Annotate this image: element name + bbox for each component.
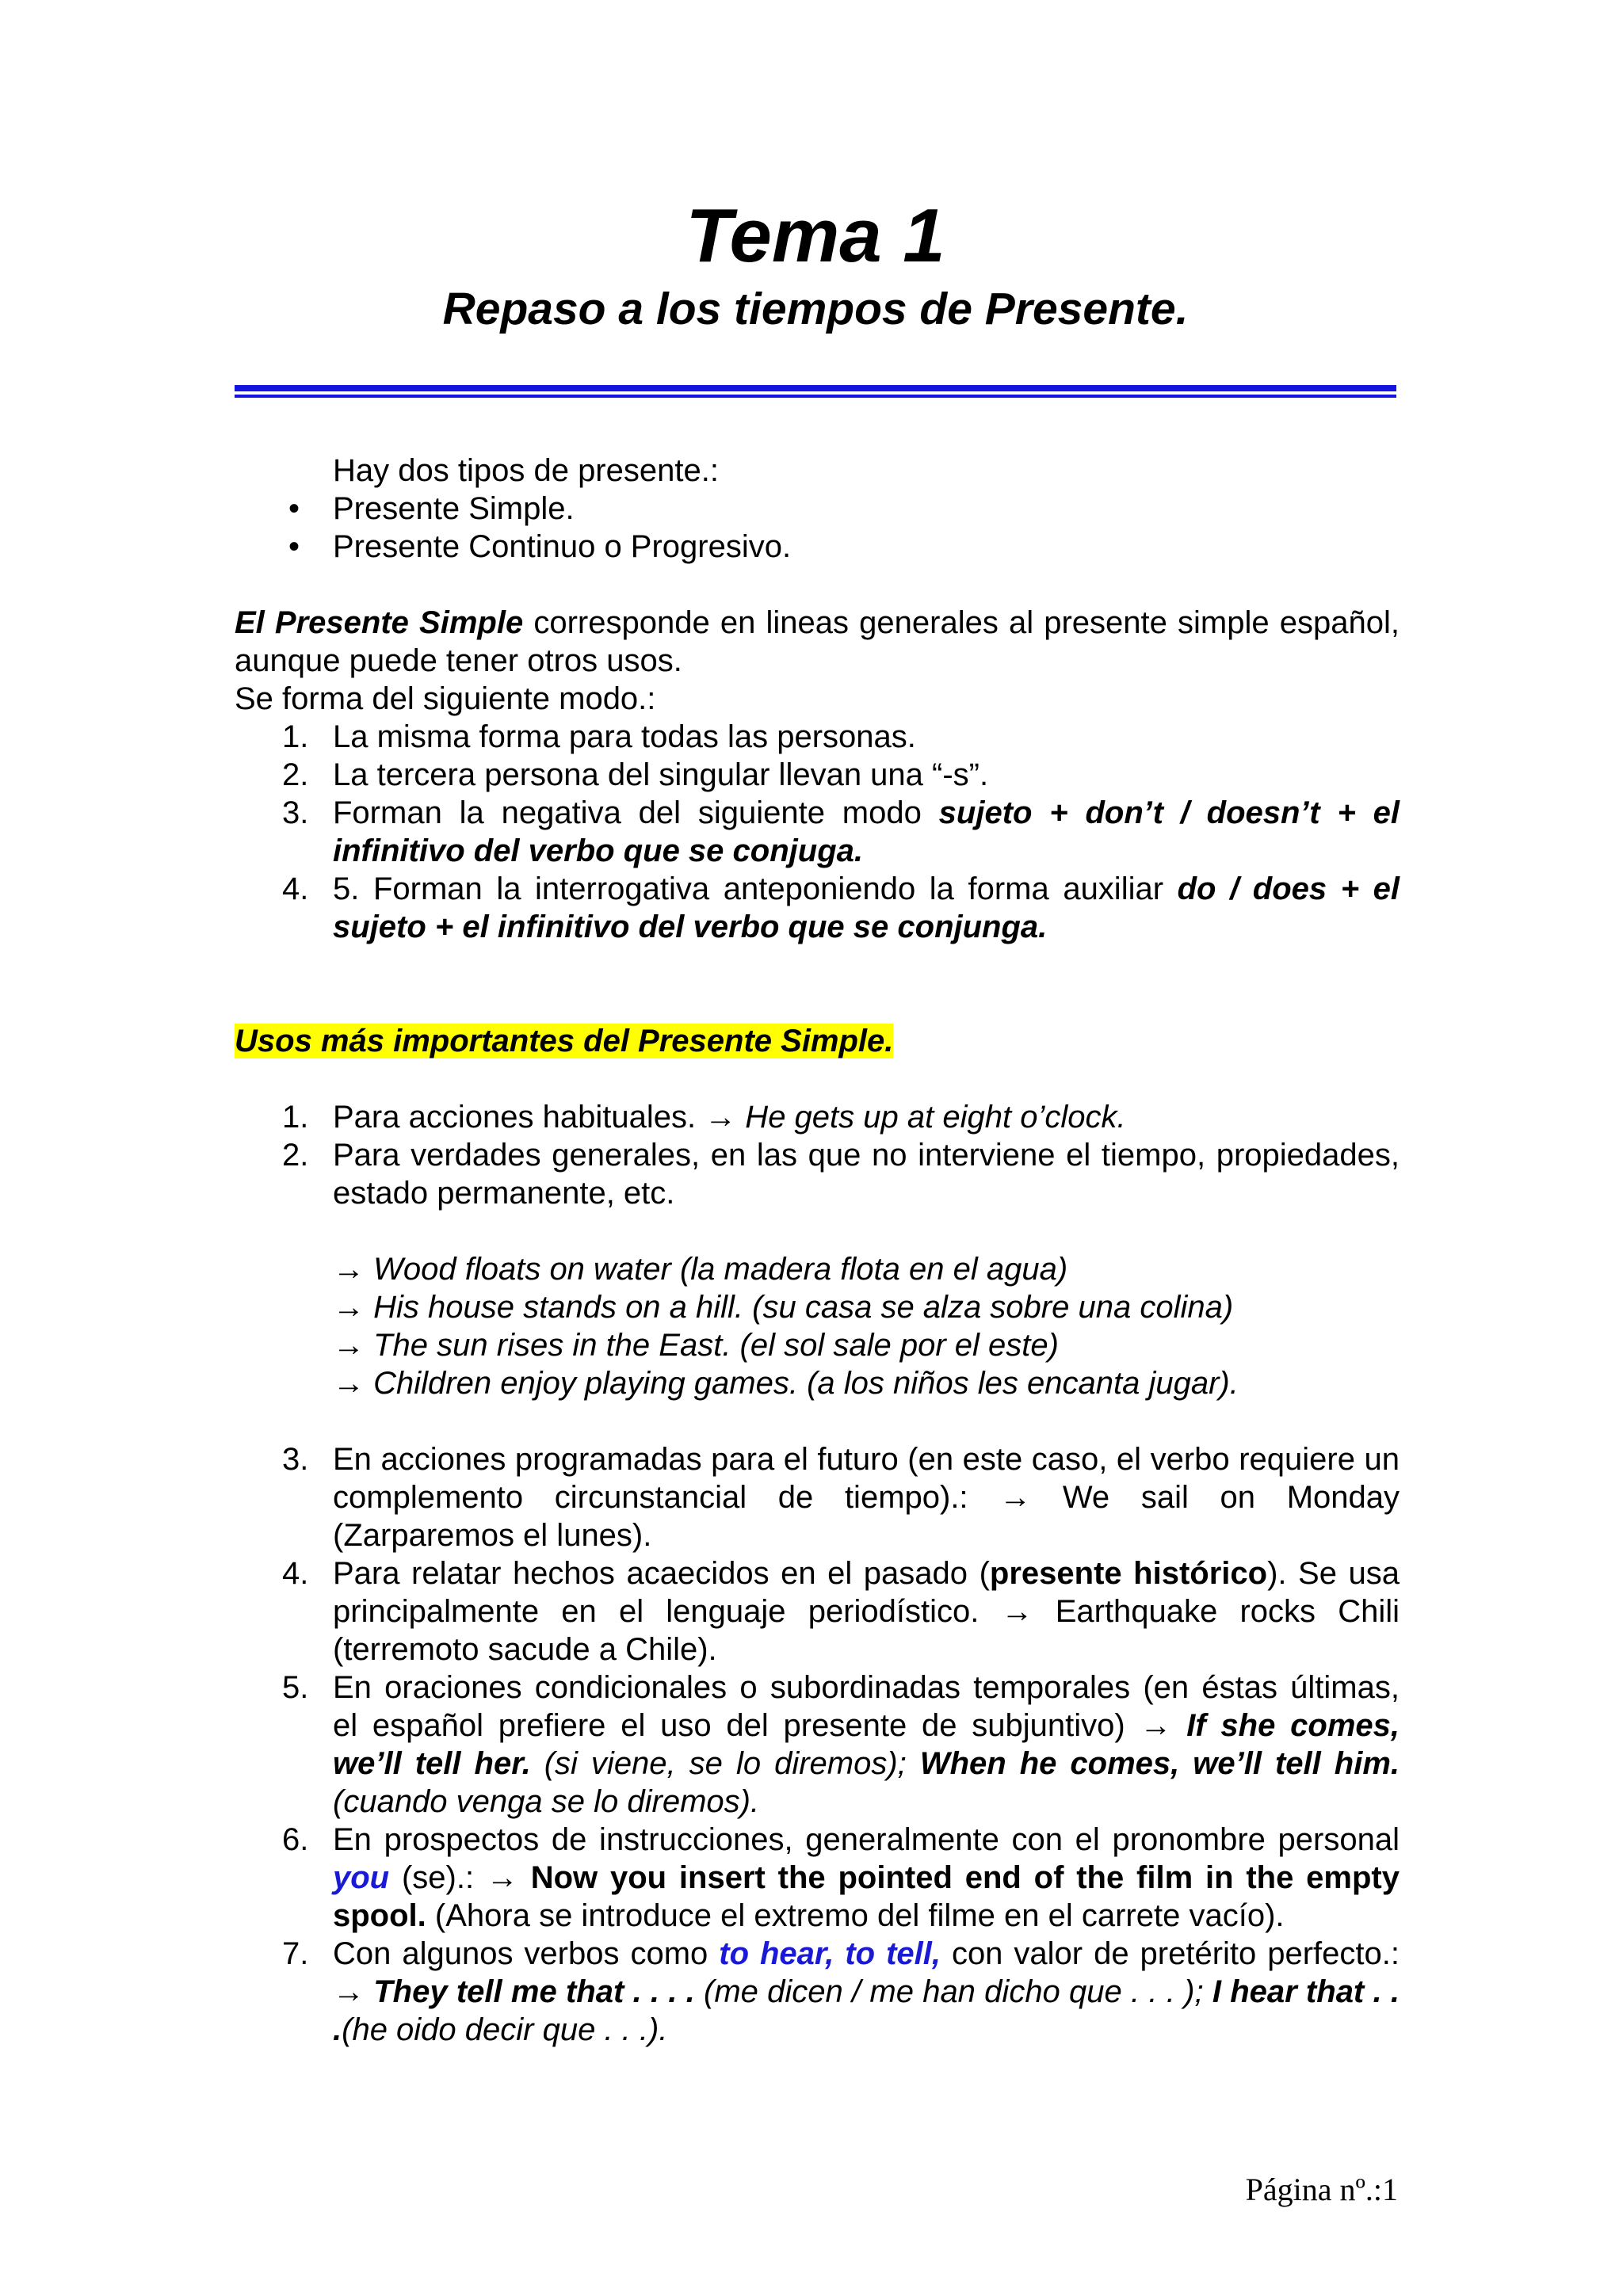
list-item: [235, 718, 1400, 756]
list-item: [235, 1935, 1400, 2049]
uso-tail: Earthquake rocks Chili (terremoto sacude a Chile).: [333, 1594, 1400, 1667]
step-number: 2.: [282, 757, 309, 792]
spacer: [235, 566, 1400, 604]
uso-text: ). Se usa principalmente en el lenguaje periodístico.: [333, 1556, 1400, 1629]
uso-number: 4.: [282, 1556, 309, 1591]
simple-description: [235, 604, 1400, 680]
uso-example-italic: (si viene, se lo diremos);: [530, 1746, 920, 1781]
list-item: [235, 1669, 1400, 1821]
uso-blue-word: to hear, to tell,: [719, 1936, 941, 1971]
uso-blue-word: you: [333, 1860, 390, 1895]
step-text: 5. Forman la interrogativa anteponiendo la forma auxiliar: [333, 871, 1178, 906]
step-number: 4.: [282, 871, 309, 906]
list-item: [235, 1821, 1400, 1935]
uso-bold: presente histórico: [989, 1556, 1268, 1591]
page-subtitle: Repaso a los tiempos de Presente.: [442, 284, 1189, 334]
usos-heading: Usos más importantes del Presente Simple.: [235, 1024, 894, 1058]
present-types-list: [235, 490, 1400, 566]
example-text: Children enjoy playing games. (a los niños les encanta jugar).: [365, 1366, 1239, 1401]
uso-number: 6.: [282, 1822, 309, 1857]
uso-text: En prospectos de instrucciones, generalmente con el pronombre personal: [333, 1822, 1400, 1857]
uso-example: He gets up at eight o’clock.: [736, 1100, 1126, 1135]
uso-number: 2.: [282, 1138, 309, 1173]
uso-example-bold: When he comes, we’ll tell him.: [919, 1746, 1400, 1781]
list-item: [235, 1098, 1400, 1136]
title-rule-thick: [235, 385, 1396, 391]
spacer: [235, 1060, 1400, 1098]
uso-text: Con algunos verbos como: [333, 1936, 720, 1971]
page-number: Página nº.:1: [1245, 2172, 1398, 2207]
spacer: [235, 946, 1400, 1022]
arrow-icon: →: [333, 1328, 365, 1363]
list-item: [235, 1136, 1400, 1212]
spacer: [235, 1212, 1400, 1250]
simple-term: El Presente Simple: [235, 605, 524, 640]
example-text: His house stands on a hill. (su casa se alza sobre una colina): [365, 1290, 1234, 1325]
uso-text: con valor de pretérito perfecto.:: [940, 1936, 1400, 1971]
uso-bold: Now you insert the pointed end of the film in the empty spool.: [333, 1860, 1400, 1933]
example-line: [333, 1364, 1400, 1402]
list-item: [235, 870, 1400, 946]
uso-example-italic: (cuando venga se lo diremos).: [333, 1784, 760, 1819]
uso-text: En oraciones condicionales o subordinadas temporales (en éstas últimas, el español prefiere el uso del presente de subjuntivo): [333, 1670, 1400, 1743]
list-item: [235, 490, 1400, 528]
uso-tail: (Ahora se introduce el extremo del filme en el carrete vacío).: [426, 1898, 1285, 1933]
uso-example-italic: (he oido decir que . . .).: [342, 2012, 668, 2047]
example-line: [333, 1250, 1400, 1288]
uso-number: 5.: [282, 1670, 309, 1705]
list-item: [235, 1554, 1400, 1669]
list-item: [235, 528, 1400, 566]
list-item: [235, 794, 1400, 870]
intro-line: Hay dos tipos de presente.:: [333, 453, 719, 488]
arrow-icon: →: [486, 1860, 518, 1895]
bullet-glyph: •: [288, 529, 300, 564]
step-number: 3.: [282, 795, 309, 830]
step-formula: do / does + el sujeto + el infinitivo del verbo que se conjunga.: [333, 871, 1400, 944]
example-line: [333, 1288, 1400, 1326]
step-text: La tercera persona del singular llevan una “-s”.: [333, 757, 989, 792]
forma-intro: Se forma del siguiente modo.:: [235, 681, 656, 716]
arrow-icon: →: [1001, 1594, 1033, 1629]
step-text: Forman la negativa del siguiente modo: [333, 795, 939, 830]
step-text: La misma forma para todas las personas.: [333, 719, 916, 754]
uso-text: (se).:: [389, 1860, 487, 1895]
title-rule-thin: [235, 395, 1396, 398]
bullet-glyph: •: [288, 491, 300, 526]
uso-number: 1.: [282, 1100, 309, 1135]
list-item: [235, 756, 1400, 794]
formation-steps: [235, 718, 1400, 946]
main-content: [235, 452, 1400, 2049]
usos-heading-line: [235, 1022, 1400, 1060]
arrow-icon: →: [333, 1974, 365, 2009]
example-text: The sun rises in the East. (el sol sale por el este): [365, 1328, 1059, 1363]
usos-list-a: [235, 1098, 1400, 1212]
uso-example-italic: (me dicen / me han dicho que . . . );: [694, 1974, 1212, 2009]
uso-number: 7.: [282, 1936, 309, 1971]
arrow-icon: →: [1140, 1708, 1172, 1743]
simple-desc: corresponde en lineas generales al presente simple español, aunque puede tener otros usos.: [235, 605, 1400, 678]
uso-text: Para relatar hechos acaecidos en el pasado (: [333, 1556, 990, 1591]
uso-number: 3.: [282, 1442, 309, 1477]
usos-list-b: [235, 1440, 1400, 2049]
page-title: Tema 1: [685, 193, 945, 278]
examples-block: [235, 1250, 1400, 1402]
uso-tail: We sail on Monday (Zarparemos el lunes).: [333, 1480, 1400, 1553]
list-item-text: Presente Continuo o Progresivo.: [333, 529, 792, 564]
uso-example-bold: I hear that . . .: [333, 1974, 1400, 2047]
example-line: [333, 1326, 1400, 1364]
arrow-icon: →: [999, 1480, 1032, 1515]
step-formula: sujeto + don’t / doesn’t + el infinitivo del verbo que se conjuga.: [333, 795, 1400, 868]
uso-text: Para verdades generales, en las que no interviene el tiempo, propiedades, estado permanente, etc.: [333, 1138, 1400, 1211]
list-item-text: Presente Simple.: [333, 491, 575, 526]
spacer: [235, 1402, 1400, 1440]
example-text: Wood floats on water (la madera flota en el agua): [365, 1252, 1068, 1287]
uso-text: En acciones programadas para el futuro (en este caso, el verbo requiere un complemento circunstancial de tiempo).:: [333, 1442, 1400, 1515]
arrow-icon: →: [333, 1252, 365, 1287]
uso-text: Para acciones habituales.: [333, 1100, 705, 1135]
arrow-icon: →: [333, 1366, 365, 1401]
arrow-icon: →: [705, 1100, 737, 1135]
uso-example-bold: If she comes, we’ll tell her.: [333, 1708, 1400, 1781]
uso-example-bold: They tell me that . . . .: [365, 1974, 695, 2009]
list-item: [235, 1440, 1400, 1554]
step-number: 1.: [282, 719, 309, 754]
arrow-icon: →: [333, 1290, 365, 1325]
